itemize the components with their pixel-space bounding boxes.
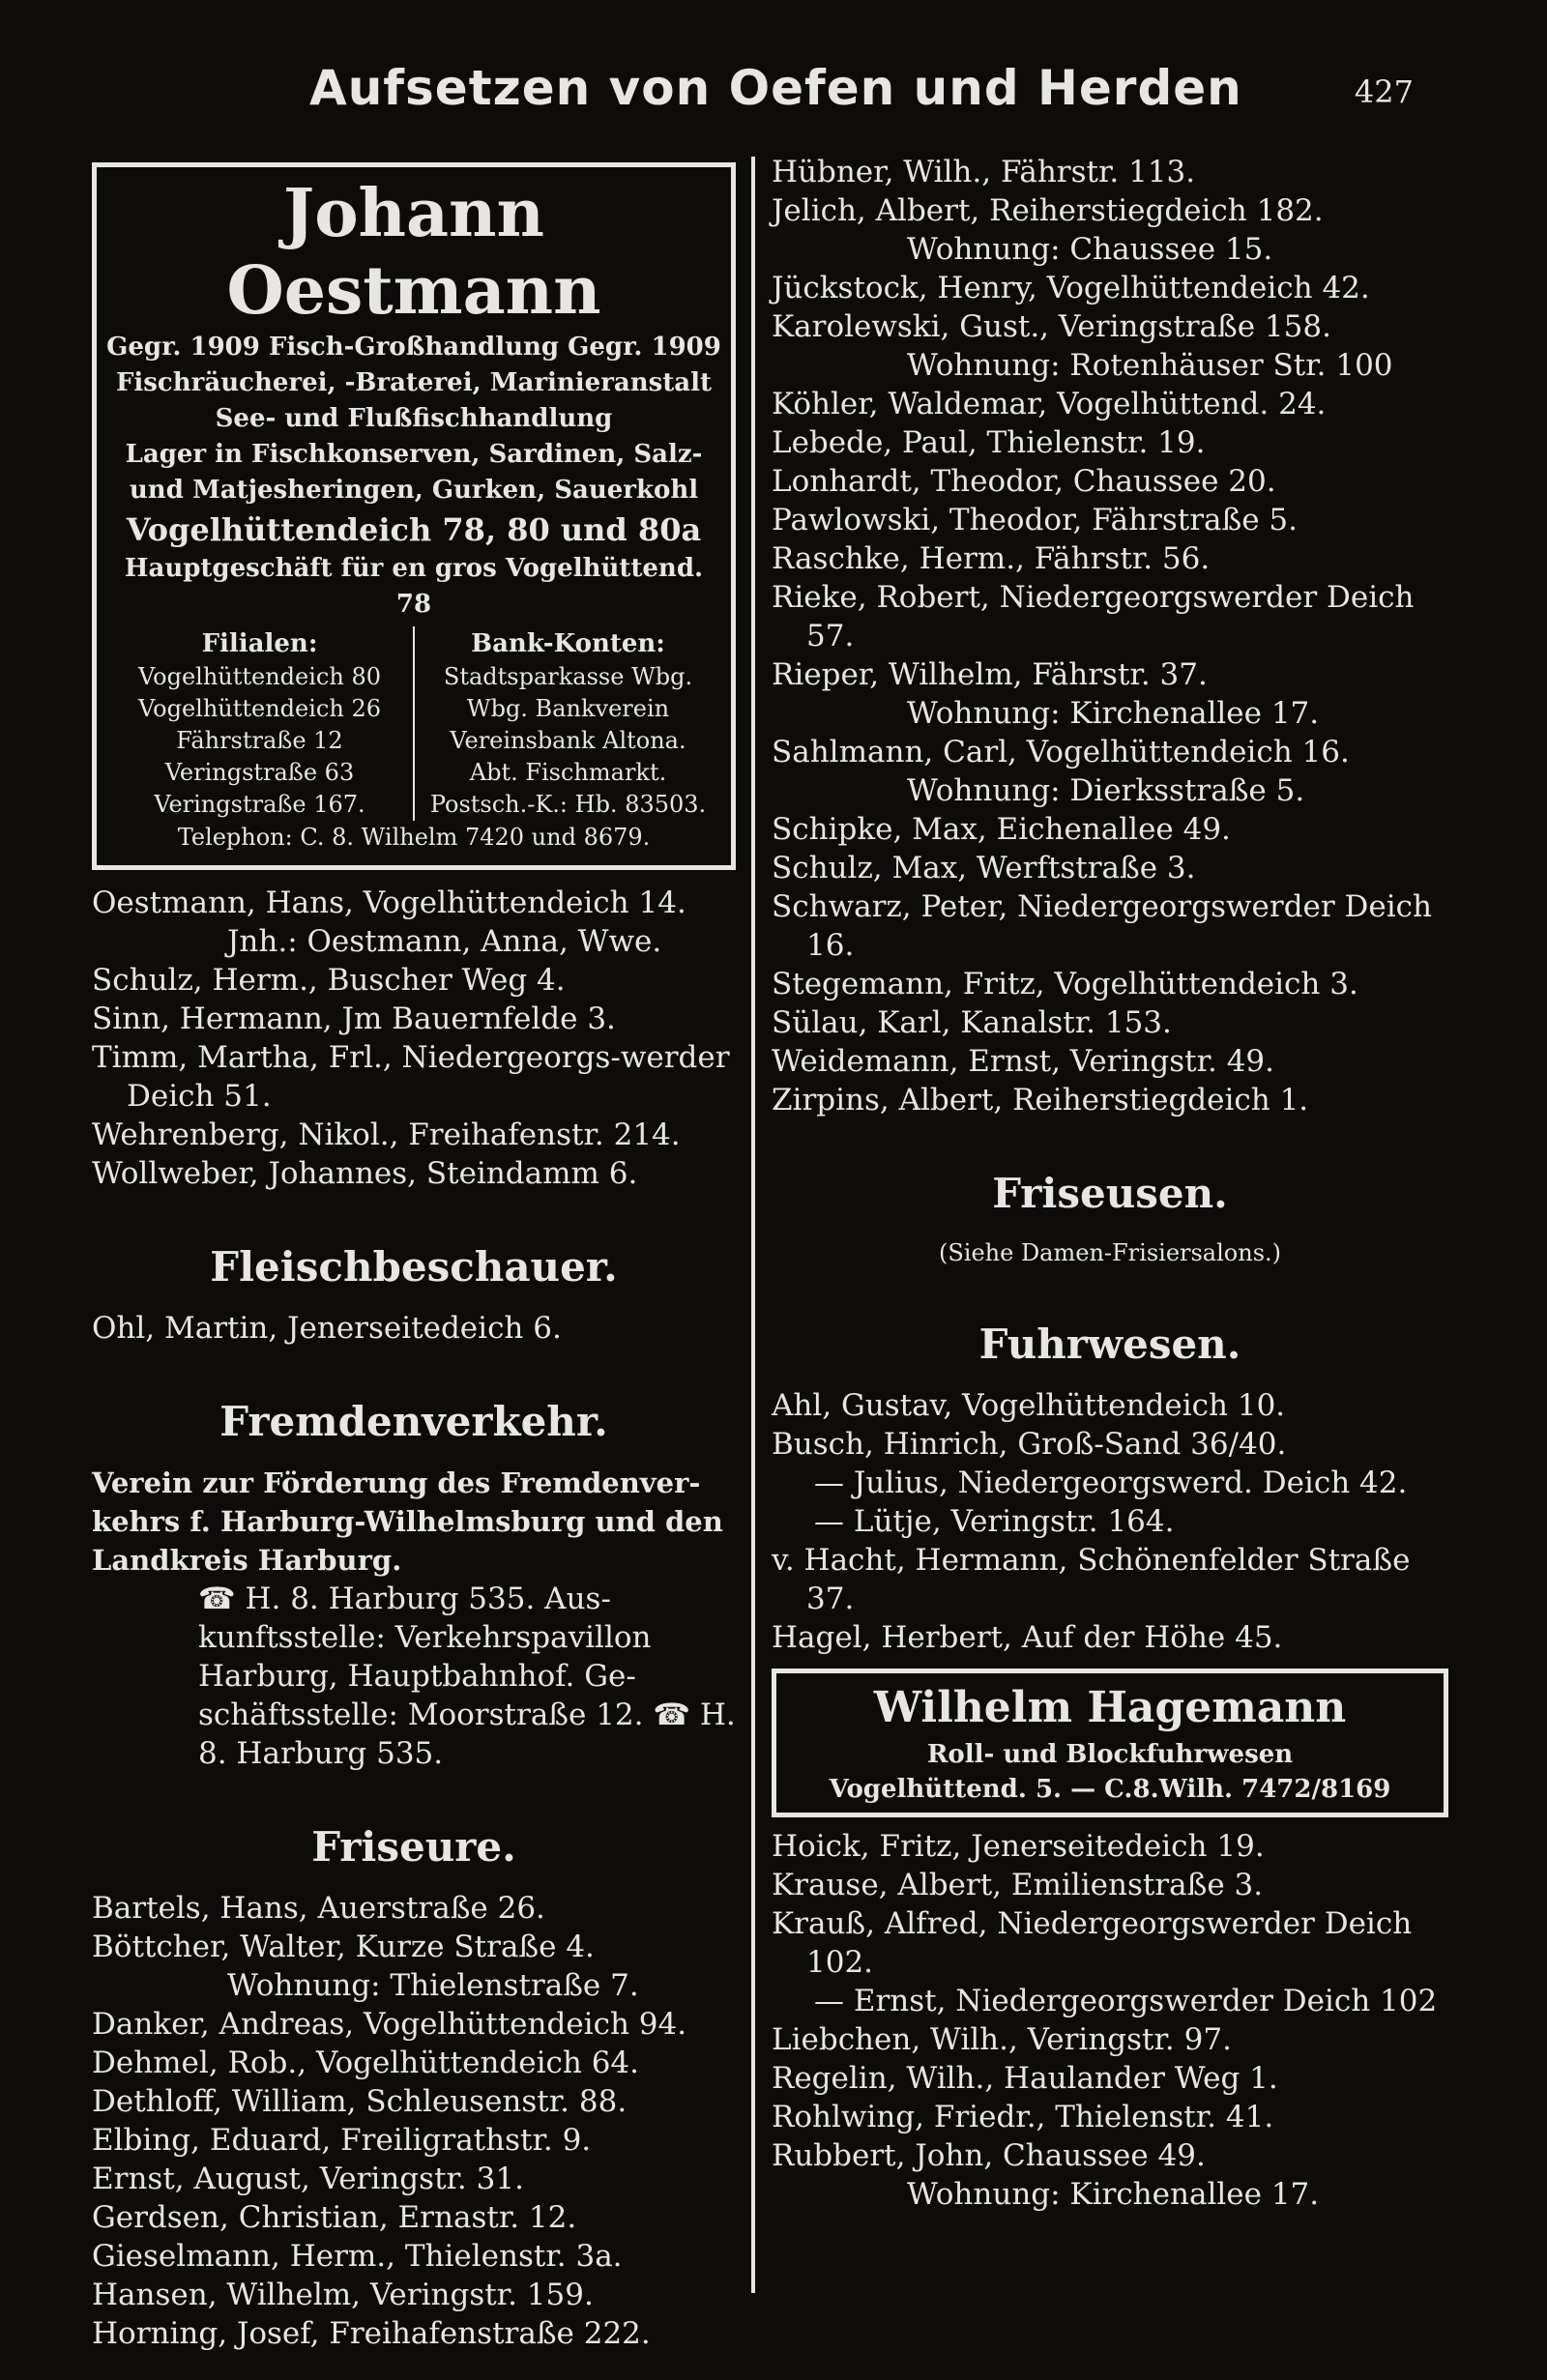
list-item: Wohnung: Rotenhäuser Str. 100 (907, 348, 1393, 383)
list-item: v. Hacht, Hermann, Schönenfelder Straße 37. (772, 1543, 1411, 1616)
list-item: Regelin, Wilh., Haulander Weg 1. (772, 2061, 1278, 2096)
list-item: Ohl, Martin, Jenerseitedeich 6. (92, 1311, 562, 1346)
list-item: Elbing, Eduard, Freiligrathstr. 9. (92, 2123, 592, 2158)
list-item: Dehmel, Rob., Vogelhüttendeich 64. (92, 2046, 639, 2080)
ad-founded: Gegr. 1909 Fisch-Großhandlung Gegr. 1909 (106, 333, 721, 362)
list-item: — Ernst, Niedergeorgswerder Deich 102 (814, 1984, 1438, 2018)
list-item: Wohnung: Thielenstraße 7. (227, 1968, 639, 2003)
list-item: Rubbert, John, Chaussee 49. (772, 2138, 1206, 2173)
list-item: Sinn, Hermann, Jm Bauernfelde 3. (92, 1001, 616, 1036)
list-item: Gerdsen, Christian, Ernastr. 12. (92, 2200, 577, 2235)
list-item: Wohnung: Kirchenallee 17. (907, 2177, 1320, 2212)
ad-branches (106, 626, 413, 821)
ad-branch: Veringstraße 167. (154, 791, 365, 818)
list-item: Krauß, Alfred, Niedergeorgswerder Deich 102. (772, 1906, 1413, 1980)
list-item: Krause, Albert, Emilienstraße 3. (772, 1868, 1264, 1902)
page-number: 427 (1354, 73, 1414, 110)
list-item: Wollweber, Johannes, Steindamm 6. (92, 1156, 638, 1191)
organization-details: ☎ H. 8. Harburg 535. Aus-kunftsstelle: Verkehrspavillon Harburg, Hauptbahnhof. Ge-schäftsstelle: Moorstraße 12. ☎ H. 8. Harburg 535. (198, 1582, 736, 1771)
ad-line: Vogelhüttend. 5. — C.8.Wilh. 7472/8169 (829, 1775, 1391, 1804)
ad-branches-title: Filialen: (201, 629, 318, 658)
ad-details-grid (106, 626, 721, 821)
list-item: Jnh.: Oestmann, Anna, Wwe. (227, 924, 662, 959)
list-item: Liebchen, Wilh., Veringstr. 97. (772, 2022, 1232, 2057)
right-column (772, 153, 1448, 2214)
list-item: Dethloff, William, Schleusenstr. 88. (92, 2084, 628, 2119)
list-item: Köhler, Waldemar, Vogelhüttend. 24. (772, 387, 1327, 421)
ad-company-name: Johann Oestmann (226, 175, 601, 330)
ad-banks (413, 626, 721, 821)
list-item: Bartels, Hans, Auerstraße 26. (92, 1891, 545, 1926)
ad-address: Vogelhüttendeich 78, 80 und 80a (126, 511, 702, 548)
list-item: Weidemann, Ernst, Veringstr. 49. (772, 1044, 1275, 1079)
ad-line: Lager in Fischkonserven, Sardinen, Salz- (125, 440, 703, 469)
list-item: Busch, Hinrich, Groß-Sand 36/40. (772, 1427, 1287, 1462)
ad-bank: Wbg. Bankverein (466, 695, 670, 722)
list-item: Ernst, August, Veringstr. 31. (92, 2162, 524, 2196)
section-heading: Friseure. (311, 1823, 516, 1871)
advertisement-oestmann (92, 162, 736, 870)
ad-phone: Telephon: C. 8. Wilhelm 7420 und 8679. (177, 824, 651, 851)
ad-line: See- und Flußfischhandlung (215, 404, 613, 433)
advertisement-hagemann (772, 1669, 1448, 1817)
list-item: Wohnung: Kirchenallee 17. (907, 696, 1320, 731)
ad-bank: Stadtsparkasse Wbg. (443, 663, 693, 690)
list-item: Zirpins, Albert, Reiherstiegdeich 1. (772, 1083, 1309, 1117)
ad-bank: Abt. Fischmarkt. (469, 759, 667, 786)
ad-main-store: Hauptgeschäft für en gros Vogelhüttend. 78 (124, 554, 704, 619)
ad-branch: Vogelhüttendeich 80 (138, 663, 381, 690)
ad-line: und Matjesheringen, Gurken, Sauerkohl (129, 476, 699, 505)
list-item: Sülau, Karl, Kanalstr. 153. (772, 1005, 1172, 1040)
list-item: Hagel, Herbert, Auf der Höhe 45. (772, 1620, 1283, 1655)
list-item: Sahlmann, Carl, Vogelhüttendeich 16. (772, 735, 1350, 769)
list-item: Wohnung: Chaussee 15. (907, 232, 1273, 267)
section-heading: Fremdenverkehr. (219, 1398, 608, 1445)
ad-bank: Vereinsbank Altona. (450, 727, 686, 754)
list-item: Rieper, Wilhelm, Fährstr. 37. (772, 657, 1208, 692)
list-item: Hoick, Fritz, Jenerseitedeich 19. (772, 1829, 1265, 1864)
ad-branch: Fährstraße 12 (176, 727, 343, 754)
list-item: Ahl, Gustav, Vogelhüttendeich 10. (772, 1388, 1286, 1423)
list-item: — Julius, Niedergeorgswerd. Deich 42. (814, 1466, 1408, 1500)
list-item: Danker, Andreas, Vogelhüttendeich 94. (92, 2007, 687, 2042)
list-item: Hübner, Wilh., Fährstr. 113. (772, 155, 1196, 189)
section-heading: Fleischbeschauer. (210, 1243, 618, 1291)
list-item: Wehrenberg, Nikol., Freihafenstr. 214. (92, 1117, 681, 1152)
list-item: Timm, Martha, Frl., Niedergeorgs-werder Deich 51. (92, 1040, 730, 1114)
left-column (92, 153, 736, 2353)
list-item: Schipke, Max, Eichenallee 49. (772, 812, 1231, 847)
list-item: Wohnung: Dierksstraße 5. (907, 773, 1305, 808)
section-heading: Friseusen. (992, 1170, 1228, 1217)
list-item: — Lütje, Veringstr. 164. (814, 1504, 1175, 1539)
list-item: Schulz, Max, Werftstraße 3. (772, 851, 1196, 885)
list-item: Horning, Josef, Freihafenstraße 222. (92, 2316, 651, 2351)
column-divider (751, 157, 755, 2293)
list-item: Lebede, Paul, Thielenstr. 19. (772, 425, 1206, 460)
ad-branch: Veringstraße 63 (164, 759, 355, 786)
page-title: Aufsetzen von Oefen und Herden (309, 60, 1242, 116)
list-item: Jückstock, Henry, Vogelhüttendeich 42. (772, 271, 1370, 305)
list-item: Stegemann, Fritz, Vogelhüttendeich 3. (772, 967, 1358, 1001)
list-item: Böttcher, Walter, Kurze Straße 4. (92, 1930, 595, 1964)
section-heading: Fuhrwesen. (978, 1321, 1241, 1368)
ad-branch: Vogelhüttendeich 26 (138, 695, 381, 722)
list-item: Pawlowski, Theodor, Fährstraße 5. (772, 503, 1299, 537)
ad-bank: Postsch.-K.: Hb. 83503. (429, 791, 707, 818)
list-item: Schwarz, Peter, Niedergeorgswerder Deich 16. (772, 889, 1432, 963)
list-item: Schulz, Herm., Buscher Weg 4. (92, 963, 566, 998)
ad-line: Roll- und Blockfuhrwesen (926, 1740, 1294, 1769)
list-item: Jelich, Albert, Reiherstiegdeich 182. (772, 193, 1324, 228)
list-item: Rohlwing, Friedr., Thielenstr. 41. (772, 2100, 1274, 2134)
list-item: Raschke, Herm., Fährstr. 56. (772, 541, 1211, 576)
cross-reference-note: (Siehe Damen-Frisiersalons.) (938, 1239, 1282, 1266)
list-item: Oestmann, Hans, Vogelhüttendeich 14. (92, 885, 686, 920)
list-item: Hansen, Wilhelm, Veringstr. 159. (92, 2278, 594, 2312)
list-item: Karolewski, Gust., Veringstraße 158. (772, 309, 1331, 344)
organization-name: Verein zur Förderung des Fremdenver-kehrs f. Harburg-Wilhelmsburg und den Landkreis Harburg. (92, 1466, 723, 1577)
list-item: Rieke, Robert, Niedergeorgswerder Deich 57. (772, 580, 1415, 653)
ad-line: Fischräucherei, -Braterei, Marinieranstalt (115, 368, 713, 397)
ad-banks-title: Bank-Konten: (471, 629, 665, 658)
list-item: Gieselmann, Herm., Thielenstr. 3a. (92, 2239, 623, 2274)
ad-company-name: Wilhelm Hagemann (873, 1683, 1347, 1732)
list-item: Lonhardt, Theodor, Chaussee 20. (772, 464, 1276, 499)
page-header (0, 60, 1547, 128)
